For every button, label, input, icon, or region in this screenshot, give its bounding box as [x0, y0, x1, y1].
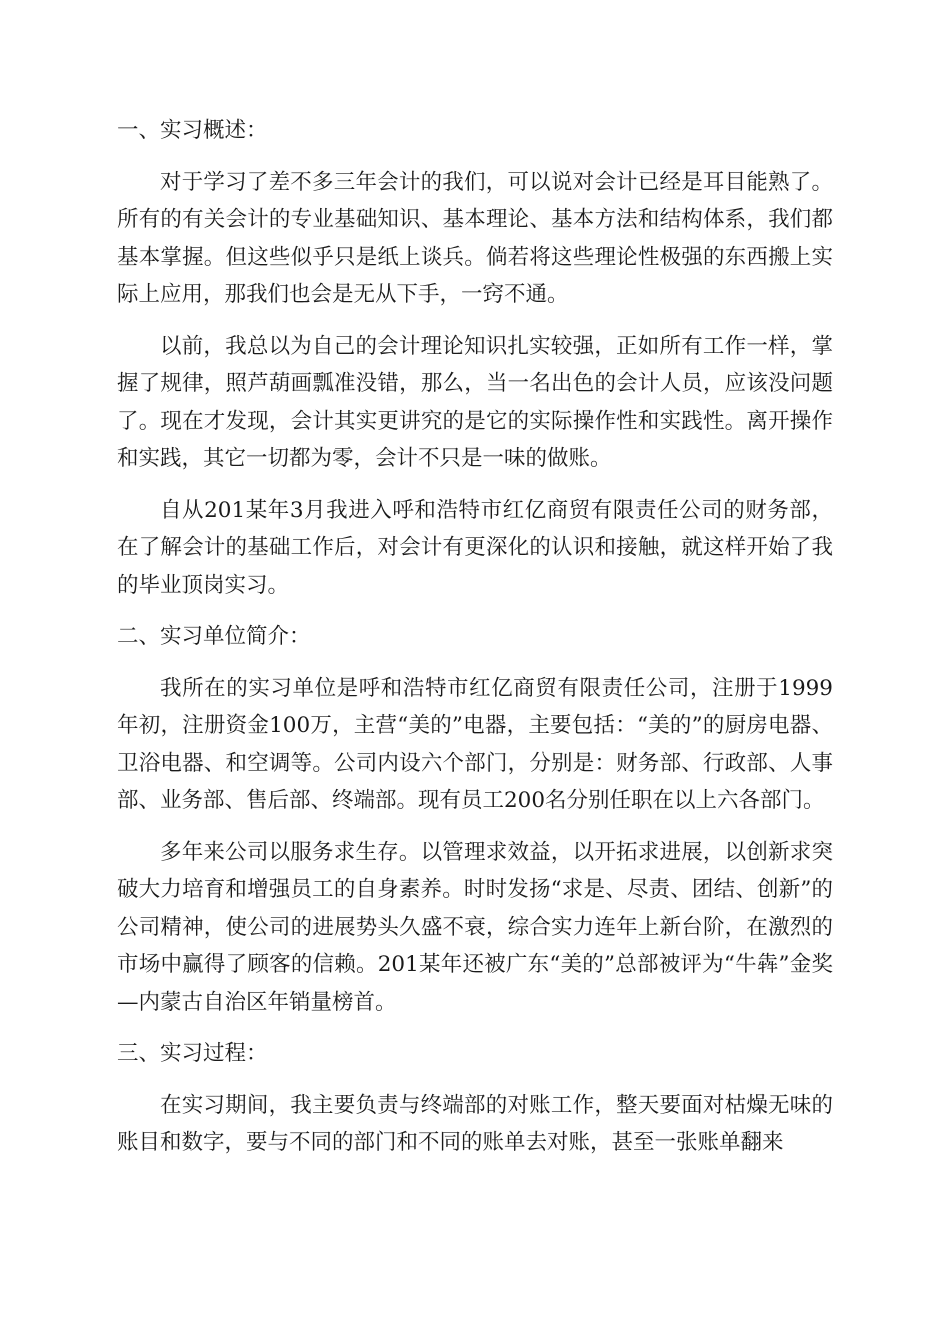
paragraph: 以前，我总以为自己的会计理论知识扎实较强，正如所有工作一样，掌握了规律，照芦葫画瓢准没错，那么，当一名出色的会计人员，应该没问题了。现在才发现，会计其实更讲究的是它的实际操作性和实践性。离开操作和实践，其它一切都为零，会计不只是一味的做账。 [117, 333, 833, 471]
paragraph: 自从201某年3月我进入呼和浩特市红亿商贸有限责任公司的财务部，在了解会计的基础工作后，对会计有更深化的认识和接触，就这样开始了我的毕业顶岗实习。 [117, 497, 833, 598]
section-heading-company: 二、实习单位简介： [117, 624, 311, 649]
section-heading-process: 三、实习过程： [117, 1041, 268, 1066]
paragraph: 我所在的实习单位是呼和浩特市红亿商贸有限责任公司，注册于1999年初，注册资金100万，主营“美的”电器，主要包括：“美的”的厨房电器、卫浴电器、和空调等。公司内设六个部门，分别是：财务部、行政部、人事部、业务部、售后部、终端部。现有员工200名分别任职在以上六各部门。 [117, 675, 833, 813]
document-body [117, 112, 833, 1176]
section-heading-overview: 一、实习概述： [117, 118, 268, 143]
paragraph: 在实习期间，我主要负责与终端部的对账工作，整天要面对枯燥无味的账目和数字，要与不同的部门和不同的账单去对账，甚至一张账单翻来 [117, 1092, 833, 1155]
paragraph: 多年来公司以服务求生存。以管理求效益，以开拓求进展，以创新求突破大力培育和增强员工的自身素养。时时发扬“求是、尽责、团结、创新”的公司精神，使公司的进展势头久盛不衰，综合实力连年上新台阶，在激烈的市场中赢得了顾客的信赖。201某年还被广东“美的”总部被评为“牛犇”金奖—内蒙古自治区年销量榜首。 [117, 839, 833, 1015]
paragraph: 对于学习了差不多三年会计的我们，可以说对会计已经是耳目能熟了。所有的有关会计的专业基础知识、基本理论、基本方法和结构体系，我们都基本掌握。但这些似乎只是纸上谈兵。倘若将这些理论性极强的东西搬上实际上应用，那我们也会是无从下手，一窍不通。 [117, 169, 833, 307]
